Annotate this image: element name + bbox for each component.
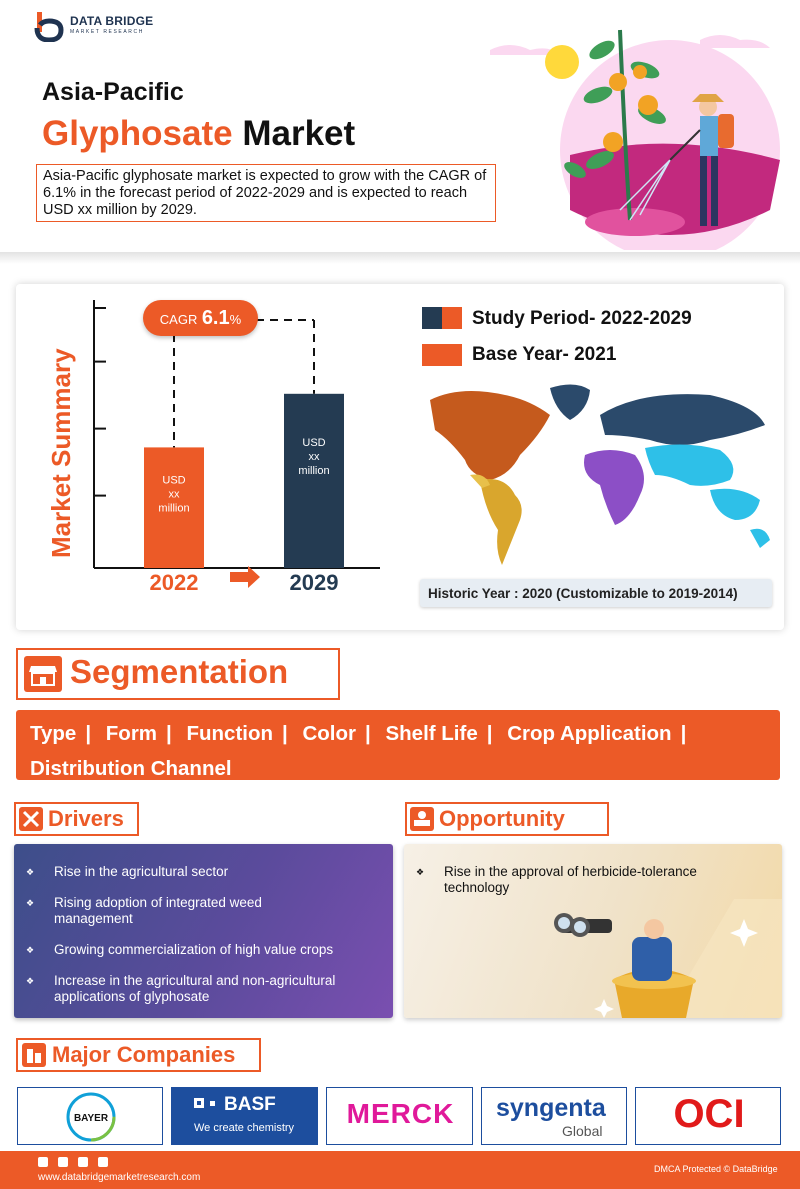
segment-separator: |	[486, 722, 493, 745]
twitter-icon[interactable]	[78, 1157, 88, 1167]
driver-text: Rise in the agricultural sector	[54, 864, 229, 879]
title-region: Asia-Pacific	[42, 78, 184, 106]
instagram-icon[interactable]	[98, 1157, 108, 1167]
bars	[144, 320, 344, 595]
facebook-icon[interactable]	[58, 1157, 68, 1167]
opportunity-panel	[404, 844, 782, 1018]
cagr-unit: %	[229, 312, 242, 327]
segment-function: Function	[186, 722, 274, 745]
opportunity-title: Opportunity	[439, 806, 565, 831]
syngenta-sub: Global	[562, 1123, 603, 1139]
segmentation-list	[16, 710, 780, 780]
opportunity-text: Rise in the approval of herbicide-tolerance technology	[444, 864, 697, 895]
basf-tagline: We create chemistry	[194, 1122, 295, 1134]
market-summary-title: Market Summary	[46, 348, 76, 558]
bayer-text: BAYER	[73, 1113, 109, 1124]
segment-separator: |	[365, 722, 371, 745]
bullet-icon: ❖	[416, 867, 425, 877]
bar-value-label: million	[158, 502, 190, 515]
world-map	[410, 380, 780, 575]
y-ticks	[94, 308, 106, 496]
company-basf-logo	[171, 1087, 318, 1145]
header-divider	[0, 252, 800, 264]
study-period-swatch	[422, 307, 462, 329]
arrow-right-icon	[230, 566, 260, 588]
whatsapp-icon[interactable]	[38, 1157, 48, 1167]
segment-crop-application: Crop Application	[507, 722, 672, 745]
intro-text: Asia-Pacific glyphosate market is expected to grow with the CAGR of 6.1% in the forecast period of 2022-2029 and is expected to reach USD xx million by 2029.	[36, 164, 496, 222]
drivers-title: Drivers	[48, 806, 124, 831]
driver-item	[26, 895, 366, 929]
syngenta-text: syngenta	[496, 1094, 606, 1122]
bullet-icon: ❖	[26, 898, 35, 908]
title-highlight: Glyphosate	[42, 114, 233, 153]
handshake-icon	[410, 807, 434, 831]
building-icon	[22, 1043, 46, 1067]
x-tick-label: 2029	[289, 570, 339, 595]
store-icon	[24, 656, 62, 692]
bullet-icon: ❖	[26, 976, 35, 986]
driver-text: Rising adoption of integrated weed management	[54, 895, 262, 926]
oci-text: OCI	[673, 1092, 745, 1136]
bar-value-label: million	[298, 465, 330, 478]
driver-item	[26, 973, 376, 1007]
segment-separator: |	[85, 722, 92, 745]
company-merck-logo	[326, 1087, 473, 1145]
dmca-label: DMCA Protected © DataBridge	[654, 1164, 778, 1174]
cagr-label: CAGR	[159, 312, 198, 327]
company-syngenta-logo	[481, 1087, 627, 1145]
market-summary-chart	[80, 290, 400, 600]
segment-shelf-life: Shelf Life	[385, 722, 478, 745]
title-rest: Market	[242, 114, 356, 153]
segmentation-title: Segmentation	[70, 653, 289, 690]
segment-separator: |	[680, 722, 687, 745]
company-bayer-logo	[17, 1087, 163, 1145]
bar-value-label: USD	[162, 474, 186, 487]
bar-value-label: USD	[302, 437, 326, 450]
tools-icon	[19, 807, 43, 831]
bar-value-label: xx	[168, 488, 180, 501]
brand-name: DATA BRIDGE	[70, 14, 154, 28]
segment-distribution-channel: Distribution Channel	[30, 757, 232, 780]
logo-icon	[34, 10, 64, 42]
bullet-icon: ❖	[26, 867, 35, 877]
opportunity-item	[416, 864, 756, 898]
basf-text: BASF	[224, 1094, 276, 1115]
segment-form: Form	[105, 722, 158, 745]
cagr-value: 6.1	[201, 307, 230, 329]
basf-dot-icon	[210, 1101, 215, 1106]
binoculars-illustration	[544, 899, 782, 1018]
footer-url[interactable]: www.databridgemarketresearch.com	[38, 1172, 201, 1183]
major-companies-title: Major Companies	[52, 1042, 236, 1067]
base-year-label: Base Year- 2021	[472, 344, 617, 365]
cagr-badge	[143, 300, 258, 336]
study-period-label: Study Period- 2022-2029	[472, 308, 692, 329]
merck-text: MERCK	[346, 1098, 455, 1129]
bullet-icon: ❖	[26, 945, 35, 955]
farmer-illustration	[470, 10, 800, 250]
bar-value-label: xx	[308, 451, 320, 464]
basf-square-icon	[194, 1098, 204, 1108]
driver-item	[26, 942, 376, 960]
historic-year-label: Historic Year : 2020 (Customizable to 2019-2014)	[420, 579, 772, 607]
segment-separator: |	[166, 722, 172, 745]
company-oci-logo	[635, 1087, 781, 1145]
driver-text: Increase in the agricultural and non-agricultural applications of glyphosate	[54, 973, 336, 1004]
driver-item	[26, 864, 366, 882]
driver-text: Growing commercialization of high value crops	[54, 942, 334, 957]
brand-tagline: MARKET RESEARCH	[70, 29, 144, 35]
segment-separator: |	[282, 722, 288, 745]
x-tick-label: 2022	[149, 570, 199, 595]
page-title	[42, 114, 355, 154]
segment-color: Color	[302, 722, 357, 745]
drivers-panel	[14, 844, 393, 1018]
base-year-swatch	[422, 344, 462, 366]
segment-type: Type	[30, 722, 77, 745]
bar-2029	[284, 394, 344, 568]
